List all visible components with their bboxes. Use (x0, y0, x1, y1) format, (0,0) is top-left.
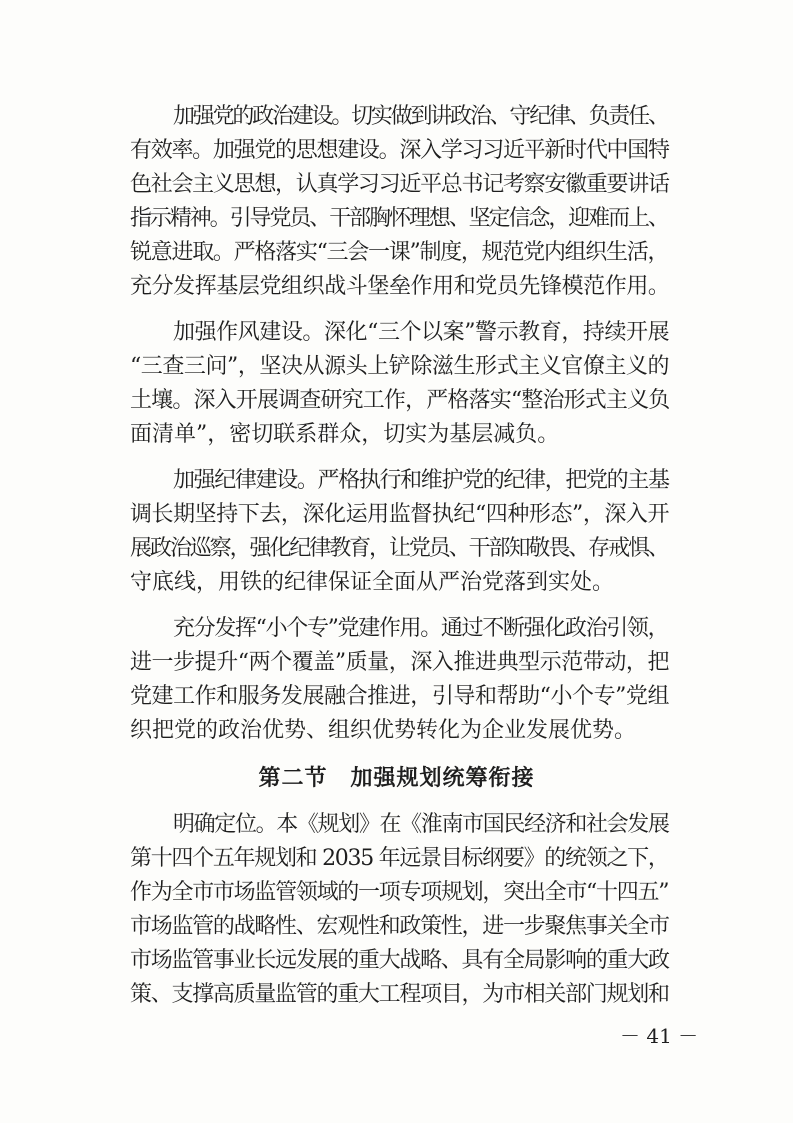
para4-line1: 充分发挥“小个专”党建作用。通过不断强化政治引领， (173, 616, 669, 641)
para3-line4: 守底线，用铁的纪律保证全面从严治党落到实处。 (130, 570, 615, 595)
para2-line3: 土壤。深入开展调查研究工作，严格落实“整治形式主义负 (130, 388, 670, 413)
para5-line5: 市场监管事业长远发展的重大战略、具有全局影响的重大政 (130, 948, 669, 973)
para1-line3: 色社会主义思想，认真学习习近平总书记考察安徽重要讲话 (130, 172, 669, 197)
para1-line2: 有效率。加强党的思想建设。深入学习习近平新时代中国特 (130, 138, 669, 163)
para4-line4: 织把党的政治优势、组织优势转化为企业发展优势。 (130, 718, 637, 743)
para4-line2: 进一步提升“两个覆盖”质量，深入推进典型示范带动，把 (130, 650, 670, 675)
para2-line1: 加强作风建设。深化“三个以案”警示教育，持续开展 (173, 320, 670, 345)
para2-line2: “三查三问”，坚决从源头上铲除滋生形式主义官僚主义的 (130, 354, 670, 379)
page-number: － 41 － (620, 1024, 699, 1048)
para3-line1: 加强纪律建设。严格执行和维护党的纪律，把党的主基 (173, 468, 669, 493)
section-heading: 第二节 加强规划统筹衔接 (258, 766, 535, 791)
para5-line2: 第十四个五年规划和 2035 年远景目标纲要》的统领之下， (130, 846, 669, 871)
para3-line3: 展政治巡察，强化纪律教育，让党员、干部知敬畏、存戒惧、 (130, 536, 668, 561)
para1-line4: 指示精神。引导党员、干部胸怀理想、坚定信念，迎难而上、 (130, 206, 668, 231)
para3-line2: 调长期坚持下去，深化运用监督执纪“四种形态”，深入开 (130, 502, 670, 527)
para1-line5: 锐意进取。严格落实“三会一课”制度，规范党内组织生活， (130, 240, 669, 265)
para4-line3: 党建工作和服务发展融合推进，引导和帮助“小个专”党组 (130, 684, 670, 709)
para5-line6: 策、支撑高质量监管的重大工程项目，为市相关部门规划和 (130, 982, 669, 1007)
para2-line4: 面清单”，密切联系群众，切实为基层减负。 (130, 422, 560, 447)
para5-line4: 市场监管的战略性、宏观性和政策性，进一步聚焦事关全市 (130, 914, 669, 939)
para1-line6: 充分发挥基层党组织战斗堡垒作用和党员先锋模范作用。 (130, 274, 670, 299)
para5-line3: 作为全市市场监管领域的一项专项规划，突出全市“十四五” (130, 880, 669, 905)
para5-line1: 明确定位。本《规划》在《淮南市国民经济和社会发展 (173, 812, 669, 837)
para1-line1: 加强党的政治建设。切实做到讲政治、守纪律、负责任、 (173, 104, 668, 129)
